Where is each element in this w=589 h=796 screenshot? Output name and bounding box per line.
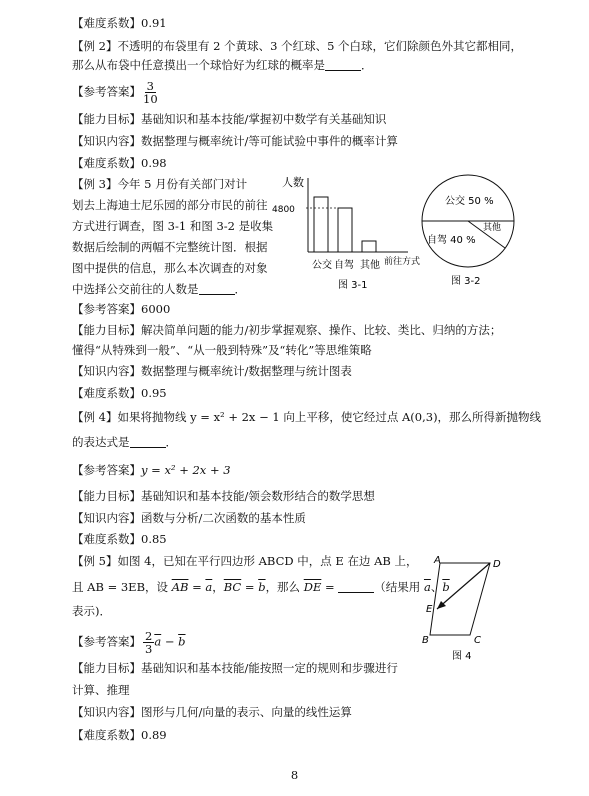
slice-label-self-drive: 自驾 40 % [427,235,476,246]
answer-blank [325,58,361,71]
vector-de [437,563,490,609]
ability-line-3b: 懂得“从特殊到一般”、“从一般到特殊”及“转化”等思维策略 [72,343,372,357]
answer-blank [199,282,235,295]
answer-line-4: 【参考答案】y = x² + 2x + 3 [72,463,231,477]
answer-blank [338,580,374,593]
example-3-line-5: 图中提供的信息，那么本次调查的对象 [72,261,268,275]
caption-3-1: 图 3-1 [338,280,368,291]
example-5-line-3: 表示)． [72,604,111,618]
example-5-line-2: 且 AB = 3EB，设 $\overline{AB} = \overline{a}$，$\overline{BC} = \overline{b}$，那么 $\overline{DE}$ = （结果用 $\overline{a}$、$\overline{b}$ [72,580,450,594]
parallelogram [430,563,490,635]
y-tick-label: 4800 [272,205,295,215]
x-label-other: 其他 [360,260,380,271]
knowledge-line-3: 【知识内容】数据整理与概率统计/数据整理与统计图表 [72,364,352,378]
answer-blank [130,435,166,448]
slice-label-bus: 公交 50 % [445,196,494,207]
ability-line-5: 【能力目标】基础知识和基本技能/能按照一定的规则和步骤进行 [72,661,398,675]
example-2-line-2: 那么从布袋中任意摸出一个球恰好为红球的概率是 ． [72,58,373,72]
x-axis-label: 前往方式 [384,257,421,267]
point-c-label: C [474,635,481,646]
difficulty-line-2: 【难度系数】0.98 [72,156,167,170]
bar-0 [314,197,328,252]
example-3-line-6: 中选择公交前往的人数是 ． [72,282,246,296]
example-4-line-2: 的表达式是 ． [72,435,177,449]
point-e-label: E [426,604,433,615]
pie-chart [415,168,525,293]
bar-2 [362,241,376,252]
x-label-self-drive: 自驾 [334,260,354,271]
example-3-line-4: 数据后绘制的两幅不完整统计图．根据 [72,240,268,254]
point-d-label: D [493,559,501,570]
ability-line-4: 【能力目标】基础知识和基本技能/领会数形结合的数学思想 [72,489,375,503]
knowledge-line-2: 【知识内容】数据整理与概率统计/等可能试验中事件的概率计算 [72,134,398,148]
example-2-line-1: 【例 2】不透明的布袋里有 2 个黄球、3 个红球、5 个白球，它们除颜色外其它都相同， [72,39,523,53]
example-3-line-1: 【例 3】今年 5 月份有关部门对计 [72,177,248,191]
knowledge-line-5: 【知识内容】图形与几何/向量的表示、向量的线性运算 [72,705,352,719]
knowledge-line-4: 【知识内容】函数与分析/二次函数的基本性质 [72,511,306,525]
bar-1 [338,208,352,252]
bar-chart [270,170,421,295]
difficulty-line-3: 【难度系数】0.95 [72,386,167,400]
answer-line-2: 【参考答案】 $\frac{3}{10}$ [72,79,158,106]
ability-line-5b: 计算、推理 [72,683,130,697]
page-number: 8 [290,768,299,782]
example-3-line-2: 划去上海迪士尼乐园的部分市民的前往 [72,198,268,212]
answer-line-5: 【参考答案】 $\frac{2}{3}$ $\overline{a} - \overline{b}$ [72,629,186,656]
example-4-line-1: 【例 4】如果将抛物线 y = x² + 2x − 1 向上平移，使它经过点 A(0,3)，那么所得新抛物线 [72,410,542,424]
caption-4: 图 4 [452,651,472,662]
fraction: $\frac{2}{3}$ [145,629,153,656]
point-b-label: B [422,635,429,646]
example-3-line-3: 方式进行调查，图 3-1 和图 3-2 是收集 [72,219,274,233]
fraction: $\frac{3}{10}$ [143,79,158,106]
difficulty-line-1: 【难度系数】0.91 [72,16,167,30]
slice-label-other: 其他 [483,223,502,233]
answer-line-3: 【参考答案】6000 [72,302,171,316]
ability-line-3: 【能力目标】解决简单问题的能力/初步掌握观察、操作、比较、类比、归纳的方法； [72,323,502,337]
difficulty-line-4: 【难度系数】0.85 [72,532,167,546]
difficulty-line-5: 【难度系数】0.89 [72,728,167,742]
x-label-bus: 公交 [312,260,332,271]
example-5-line-1: 【例 5】如图 4，已知在平行四边形 ABCD 中，点 E 在边 AB 上， [72,554,418,568]
caption-3-2: 图 3-2 [451,276,481,287]
parallelogram-figure [420,555,520,665]
point-a-label: A [434,555,441,566]
ability-line-2: 【能力目标】基础知识和基本技能/掌握初中数学有关基础知识 [72,112,387,126]
y-axis-label: 人数 [282,176,304,189]
